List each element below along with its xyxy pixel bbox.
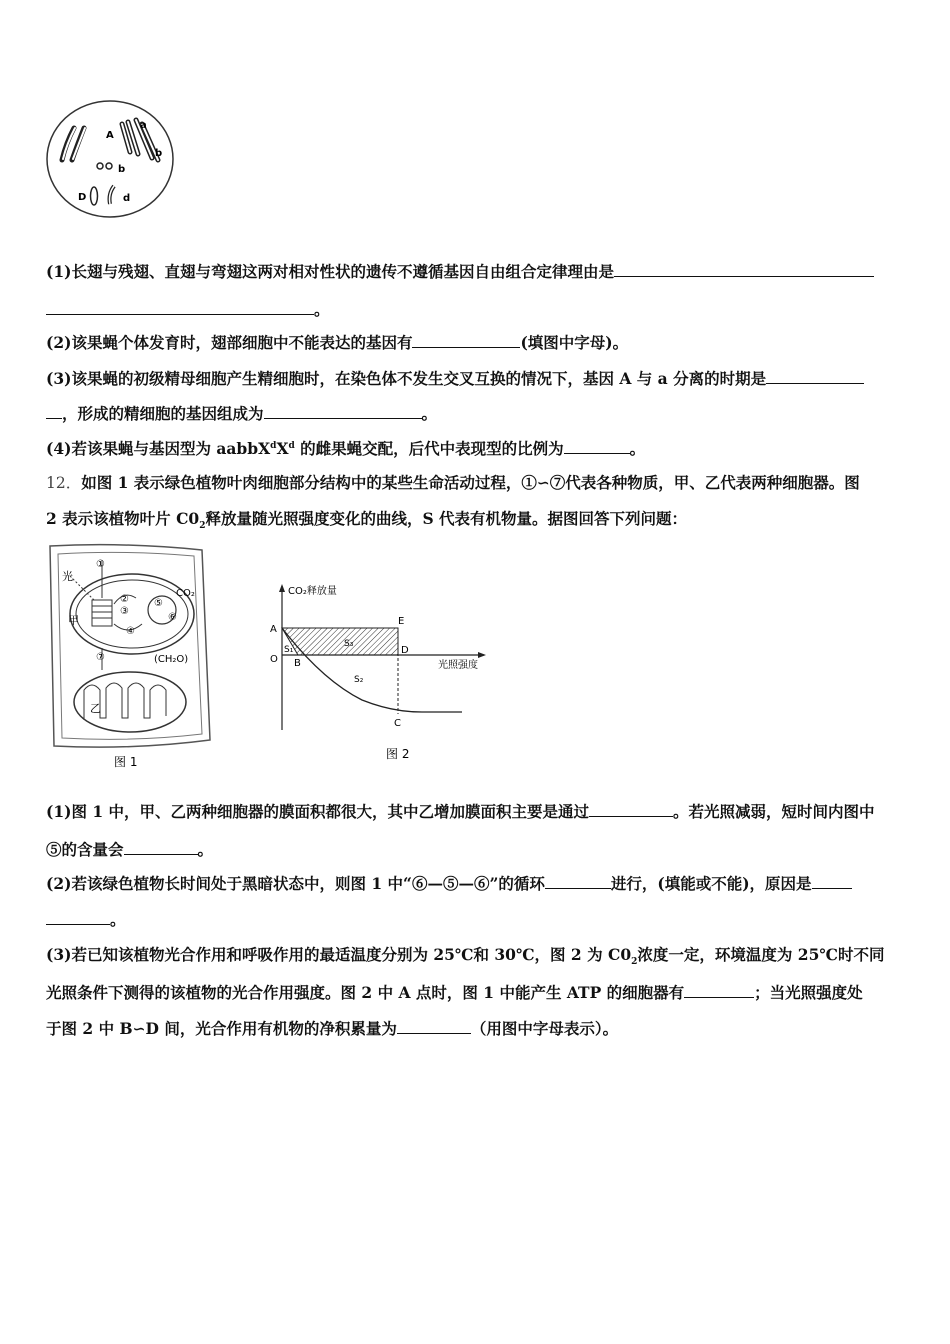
- q1-4-sup1: d: [270, 440, 277, 451]
- q12-2-text: (2)若该绿色植物长时间处于黑暗状态中，则图 1 中“⑥—⑤—⑥”的循环: [46, 874, 545, 893]
- question-12-intro-line1: 如图 1 表示绿色植物叶肉细胞部分结构中的某些生命活动过程，①∽⑦代表各种物质，甲、乙代表两种细胞器。图: [81, 473, 860, 492]
- fig1-n2: ②: [120, 594, 129, 605]
- fig1-jia: 甲: [68, 614, 79, 627]
- q12-3-line2-text: 光照条件下测得的该植物的光合作用强度。图 2 中 A 点时，图 1 中能产生 ATP 的细胞器有: [46, 983, 685, 1002]
- q12-3-line1: (3)若已知该植物光合作用和呼吸作用的最适温度分别为 25℃和 30℃，图 2 为 C0: [46, 945, 632, 964]
- q12-1-line2-end: 。: [197, 840, 214, 859]
- q12-2-mid: 进行，(填能或不能)，原因是: [610, 874, 812, 893]
- question-12-3: [46, 945, 906, 968]
- fig2-point-C: C: [394, 718, 401, 729]
- q1-2-text: (2)该果蝇个体发育时，翅部细胞中不能表达的基因有: [46, 333, 413, 352]
- question-12-1: [46, 802, 906, 822]
- fig1-light-label: 光: [62, 570, 73, 583]
- question-1-2: [46, 333, 906, 353]
- q1-3-answer-blank-1[interactable]: [766, 369, 864, 384]
- q1-4-suffix: 。: [629, 439, 646, 458]
- fig2-s2: S₂: [354, 675, 364, 685]
- question-12-3-line2: [46, 983, 906, 1003]
- question-12-3-line3: [46, 1019, 906, 1039]
- fig2-s3-area: [282, 628, 398, 655]
- figure-1-cell-diagram: [44, 540, 216, 772]
- q12-3-line1b: 浓度一定，环境温度为 25℃时不同: [637, 945, 885, 964]
- q12-1-line2: ⑤的含量会: [46, 840, 124, 859]
- fig2-point-B: B: [294, 658, 301, 669]
- fig2-s1: S₁: [284, 645, 294, 655]
- q1-4-sup2: d: [288, 440, 295, 451]
- question-12-number: 12．: [46, 474, 82, 492]
- q1-1-suffix: 。: [314, 300, 330, 319]
- fig2-xlabel: 光照强度: [438, 660, 478, 671]
- q12-3-line2-end: ；当光照强度处: [754, 983, 863, 1002]
- q1-2-answer-blank[interactable]: [412, 333, 520, 348]
- q1-1-answer-blank-2[interactable]: [46, 300, 314, 315]
- q12-1-text-end: 。若光照减弱，短时间内图中: [673, 802, 875, 821]
- fig2-point-A: A: [270, 624, 277, 635]
- q1-2-suffix: (填图中字母)。: [520, 333, 629, 352]
- q12-2-answer-blank-2[interactable]: [812, 874, 852, 889]
- question-12-intro-line2a: 2 表示该植物叶片 C0: [46, 509, 200, 528]
- gene-label-d: d: [123, 193, 131, 204]
- q12-1-text: (1)图 1 中，甲、乙两种细胞器的膜面积都很大，其中乙增加膜面积主要是通过: [46, 802, 590, 821]
- question-12-intro-line2b: 释放量随光照强度变化的曲线，S 代表有机物量。据图回答下列问题：: [205, 509, 688, 528]
- q1-4-x: X: [276, 439, 289, 458]
- q12-3-line3-text: 于图 2 中 B∽D 间，光合作用有机物的净积累量为: [46, 1019, 397, 1038]
- q1-4-text2: 的雌果蝇交配，后代中表现型的比例为: [294, 439, 564, 458]
- question-12-intro: [46, 473, 906, 493]
- fig1-n6: ⑥: [168, 612, 177, 623]
- q12-2-answer-blank-3[interactable]: [46, 910, 110, 925]
- q12-2-suffix: 。: [110, 910, 126, 929]
- question-12-2: [46, 874, 906, 894]
- question-1-3: [46, 369, 906, 389]
- q12-1-answer-blank-1[interactable]: [589, 802, 673, 817]
- q12-3-line3-end: （用图中字母表示）。: [470, 1019, 619, 1038]
- question-1-4: [46, 439, 906, 459]
- question-12-1-cont: [46, 840, 906, 860]
- gene-label-a: a: [140, 120, 147, 131]
- question-12-intro-2: [46, 509, 906, 532]
- figure-2-co2-curve: [262, 580, 492, 764]
- cell-chromosome-figure: [44, 98, 176, 220]
- q1-3-answer-blank-1b[interactable]: [46, 404, 62, 419]
- q1-1-text: (1)长翅与残翅、直翅与弯翅这两对相对性状的遗传不遵循基因自由组合定律理由是: [46, 262, 614, 281]
- fig2-origin-O: O: [270, 654, 278, 665]
- fig1-co2: CO₂: [176, 588, 195, 599]
- fig1-n4: ④: [126, 626, 135, 637]
- fig1-n7: ⑦: [96, 652, 105, 663]
- gene-label-A: A: [106, 130, 114, 141]
- q1-3-text: (3)该果蝇的初级精母细胞产生精细胞时，在染色体不发生交叉互换的情况下，基因 A 与 a 分离的时期是: [46, 369, 767, 388]
- q12-3-sub: 2: [631, 957, 638, 968]
- q12-1-answer-blank-2[interactable]: [124, 840, 198, 855]
- fig2-ylabel: CO₂释放量: [288, 586, 337, 597]
- gene-label-D: D: [78, 192, 87, 203]
- gene-label-b-right: b: [155, 148, 163, 159]
- fig1-yi: 乙: [90, 702, 101, 715]
- fig2-caption: 图 2: [386, 747, 410, 761]
- fig1-caption: 图 1: [114, 755, 138, 769]
- gene-label-b-center: b: [118, 164, 126, 175]
- fig1-n5: ⑤: [154, 598, 163, 609]
- fig2-s3: S₃: [344, 639, 354, 649]
- q12-3-answer-blank-1[interactable]: [684, 983, 754, 998]
- q12-2-answer-blank-1[interactable]: [545, 874, 611, 889]
- question-1-1: [46, 262, 906, 282]
- q1-4-answer-blank[interactable]: [564, 439, 630, 454]
- fig2-point-E: E: [398, 616, 405, 627]
- q1-4-text: (4)若该果蝇与基因型为 aabbX: [46, 439, 271, 458]
- question-12-intro-sub: 2: [199, 521, 206, 532]
- q1-3-answer-blank-2[interactable]: [264, 404, 422, 419]
- fig1-n1: ①: [96, 559, 105, 570]
- q1-3-middle: ，形成的精细胞的基因组成为: [62, 404, 264, 423]
- question-1-1-cont: [46, 300, 906, 320]
- fig1-n3: ③: [120, 606, 129, 617]
- question-1-3-cont: [46, 404, 906, 424]
- q1-3-suffix: 。: [421, 404, 438, 423]
- fig2-point-D: D: [401, 645, 409, 656]
- question-12-2-cont: [46, 910, 906, 930]
- fig1-ch2o: (CH₂O): [154, 654, 189, 665]
- q1-1-answer-blank[interactable]: [614, 262, 874, 277]
- q12-3-answer-blank-2[interactable]: [397, 1019, 471, 1034]
